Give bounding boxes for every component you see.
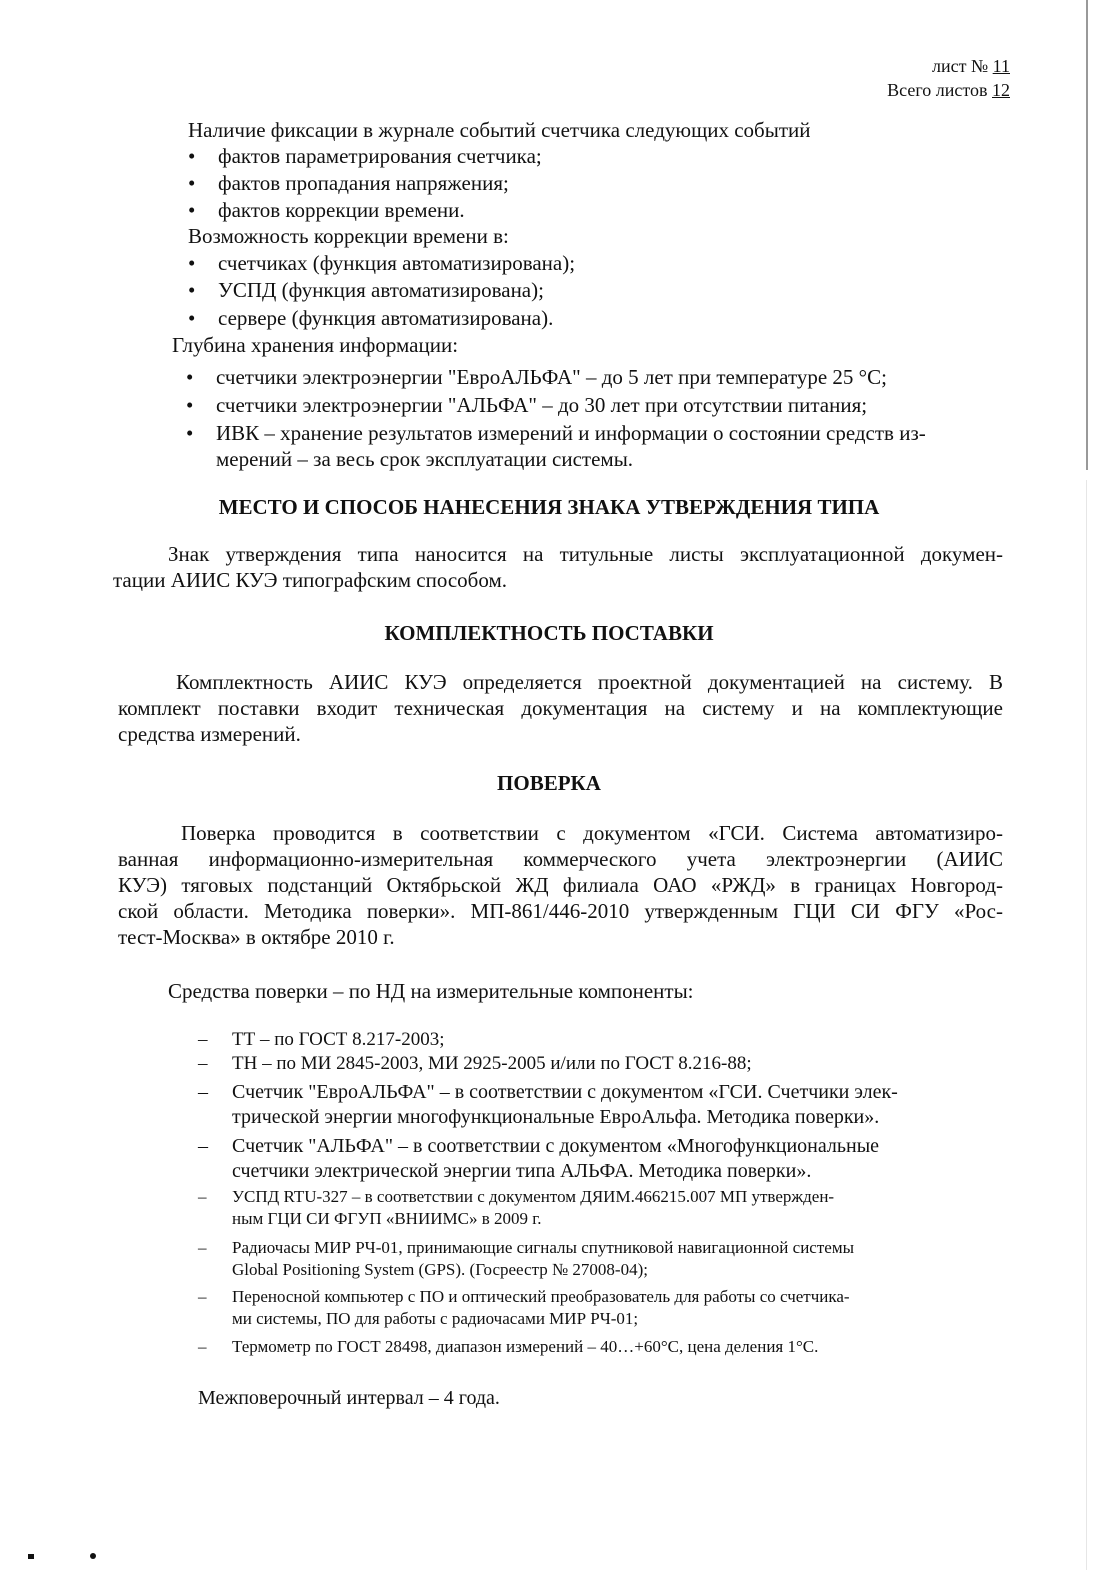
section-heading-completeness: КОМПЛЕКТНОСТЬ ПОСТАВКИ (384, 621, 714, 645)
correction-title: Возможность коррекции времени в: (188, 224, 509, 248)
scan-edge-line (1086, 0, 1088, 470)
section-heading-sign: МЕСТО И СПОСОБ НАНЕСЕНИЯ ЗНАКА УТВЕРЖДЕНИЯ ТИПА (218, 495, 880, 519)
sheet-total: Всего листов 12 (887, 80, 1010, 100)
sheet-number: лист № 11 (932, 56, 1010, 76)
means-title: Средства поверки – по НД на измерительные компоненты: (168, 979, 694, 1003)
ivk-line-1: ИВК – хранение результатов измерений и информации о состоянии средств из- (216, 421, 926, 445)
ivk-line-2: мерений – за весь срок эксплуатации системы. (216, 447, 634, 471)
events-title: Наличие фиксации в журнале событий счетчика следующих событий (188, 118, 811, 142)
sheet-number-block (887, 54, 1010, 102)
scan-speck (28, 1554, 34, 1559)
scan-speck (90, 1553, 96, 1559)
interval-text: Межповерочный интервал – 4 года. (198, 1387, 500, 1409)
verification-paragraph: Поверка проводится в соответствии с документом «ГСИ. Система автоматизиро- ванная информационно-измерительная коммерческого учета электроэнергии (АИИС КУЭ) тяговых подстанций Октябрьской ЖД филиала ОАО «РЖД» в границах Новгород- ской области. Методика поверки». МП-861/446-2010 утвержденным ГЦИ СИ ФГУ «Рос- тест-Москва» в октябре 2010 г. (118, 821, 1003, 949)
completeness-paragraph: Комплектность АИИС КУЭ определяется проектной документацией на систему. В комплект поставки входит техническая документация на систему и на комплектующие средства измерений. (118, 670, 1003, 746)
sign-paragraph: Знак утверждения типа наносится на титульные листы эксплуатационной докумен- тации АИИС КУЭ типографским способом. (113, 542, 1003, 592)
storage-title: Глубина хранения информации: (172, 333, 459, 357)
section-heading-verification: ПОВЕРКА (497, 771, 601, 795)
